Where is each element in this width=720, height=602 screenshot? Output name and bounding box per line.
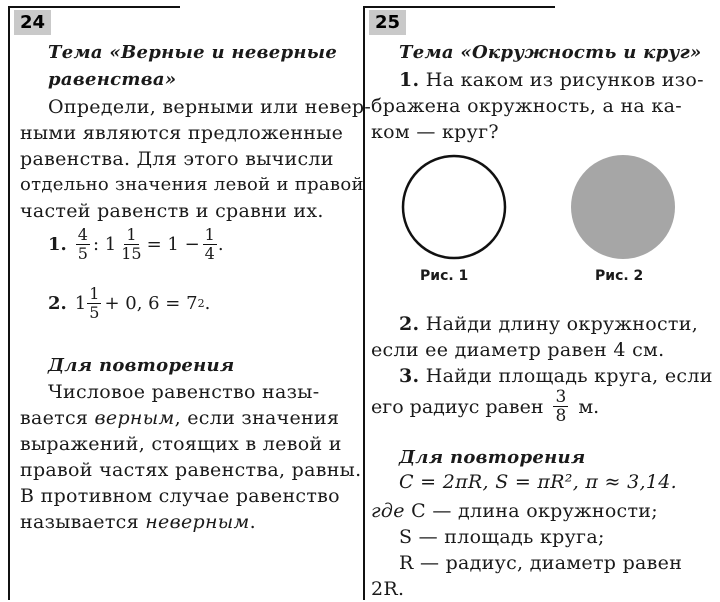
- question-2-cont: если ее диаметр равен 4 см.: [371, 339, 665, 361]
- review-title: Для повторения: [48, 355, 235, 376]
- figure-2-caption: Рис. 2: [595, 268, 644, 284]
- figure-1-caption: Рис. 1: [420, 268, 469, 284]
- exercise-1: 1. $\frac{4}{5}$ : 1 $\frac{1}{15}$ = 1 − $\frac{1}{4}$ .: [48, 225, 224, 263]
- review-title: Для повторения: [399, 447, 586, 468]
- circle-outline: [403, 156, 505, 258]
- card-25: [363, 6, 717, 600]
- intro-line: равенства. Для этого вычисли: [20, 148, 334, 170]
- question-1-cont: бражена окружность, а на ка-: [371, 95, 682, 117]
- fraction: $\frac{3}{8}$: [555, 387, 567, 426]
- card-24: [8, 6, 372, 600]
- formula: C = 2πR, S = πR², π ≈ 3,14.: [399, 471, 677, 493]
- definition-line: 2R.: [371, 578, 405, 600]
- card-title-cont: равенства»: [48, 69, 177, 90]
- exercise-2: 2. 1 $\frac{1}{5}$ + 0, 6 = 7 2 .: [48, 284, 211, 322]
- fraction: $\frac{4}{5}$: [77, 225, 88, 263]
- card-title: Тема «Верные и неверные: [48, 42, 338, 63]
- question-1: 1. На каком из рисунков изо-: [399, 69, 704, 91]
- question-1-cont: ком — круг?: [371, 121, 499, 143]
- review-line: выражений, стоящих в левой и: [20, 433, 342, 455]
- intro-line: Определи, верными или невер-: [48, 96, 372, 118]
- review-line: называется неверным.: [20, 511, 256, 533]
- review-line: правой частях равенства, равны.: [20, 459, 362, 481]
- review-line: Числовое равенство назы-: [48, 381, 320, 403]
- filled-disk: [571, 155, 675, 259]
- card-title: Тема «Окружность и круг»: [399, 42, 702, 63]
- fraction: $\frac{1}{5}$: [89, 284, 100, 322]
- card-number: 24: [14, 10, 51, 35]
- review-line: В противном случае равенство: [20, 485, 340, 507]
- question-3: 3. Найди площадь круга, если: [399, 365, 713, 387]
- definition-line: где C — длина окружности;: [371, 500, 658, 522]
- intro-line: отдельно значения левой и правой: [20, 174, 364, 195]
- card-number: 25: [369, 10, 406, 35]
- definition-line: R — радиус, диаметр равен: [399, 552, 683, 574]
- question-2: 2. Найди длину окружности,: [399, 313, 699, 335]
- fraction: $\frac{1}{4}$: [204, 225, 215, 263]
- review-line: вается верным, если значения: [20, 407, 340, 429]
- question-3-cont: его радиус равен $\frac{3}{8}$ м.: [371, 387, 600, 426]
- definition-line: S — площадь круга;: [399, 526, 605, 548]
- intro-line: частей равенств и сравни их.: [20, 200, 324, 222]
- fraction: $\frac{1}{15}$: [121, 225, 142, 263]
- intro-line: ными являются предложенные: [20, 122, 344, 144]
